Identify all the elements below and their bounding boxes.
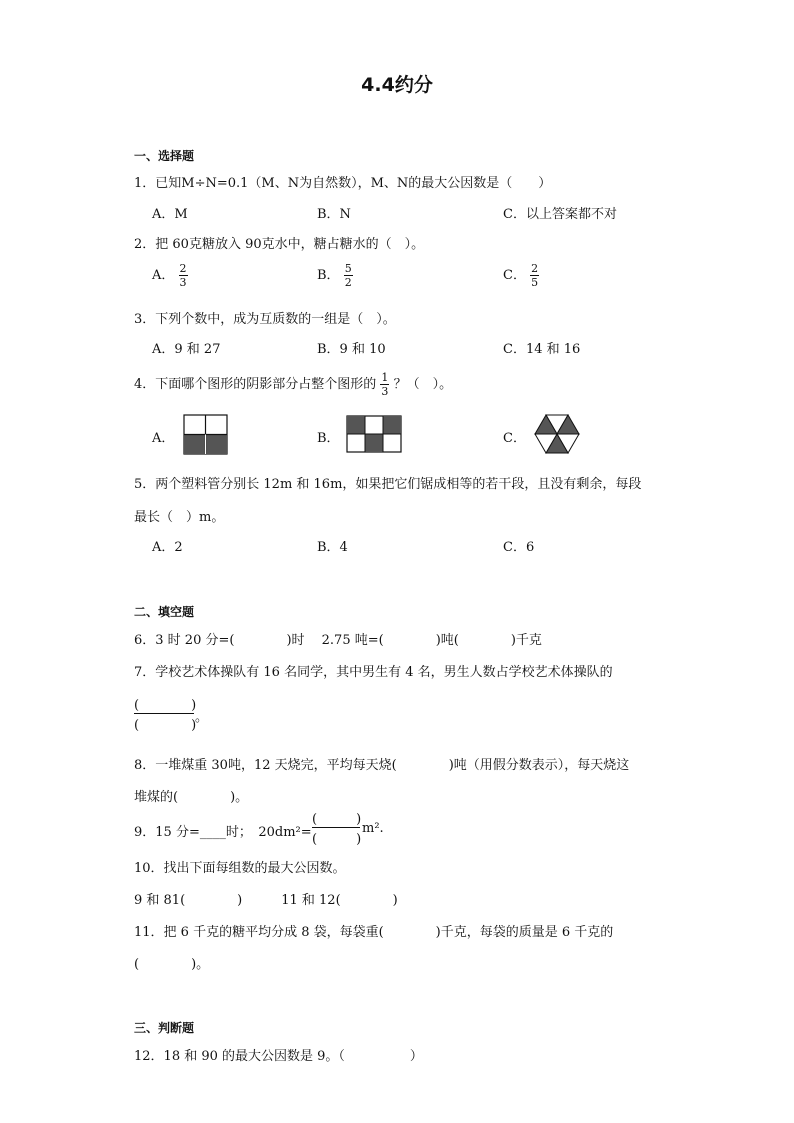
question-3-stem: 3．下列个数中，成为互质数的一组是（ ）。 [134,312,396,327]
question-11-line-1: 11．把 6 千克的糖平均分成 8 袋，每袋重( )千克，每袋的质量是 6 千克的 [134,925,614,940]
question-2-option-c [503,263,539,288]
fraction-denominator-blank: ( ) [312,832,362,847]
option-label: B． [317,268,340,283]
question-3-option-a: A．9 和 27 [152,342,221,357]
figure-c-hexagon [533,412,581,456]
page-title: 4.4约分 [361,74,433,96]
question-1-option-b: B．N [317,207,351,222]
fraction [179,263,188,288]
question-12: 12．18 和 90 的最大公因数是 9。（ ） [134,1049,423,1064]
fraction-denominator-blank: ( ) [134,718,197,733]
question-8-line-1: 8．一堆煤重 30吨，12 天烧完，平均每天烧( )吨（用假分数表示），每天烧这 [134,758,630,773]
question-10-line: 9 和 81( ) 11 和 12( ) [134,893,398,908]
fraction-numerator: 1 [381,371,389,384]
question-1-option-a: A．M [152,207,188,222]
fraction-numerator: 2 [179,262,187,275]
question-1-stem: 1．已知M÷N=0.1（M、N为自然数），M、N的最大公因数是（ ） [134,176,552,191]
fraction [344,263,353,288]
question-10-stem: 10．找出下面每组数的最大公因数。 [134,861,346,876]
question-5-option-b: B．4 [317,540,348,555]
fraction-numerator: 5 [344,262,352,275]
question-3-option-b: B．9 和 10 [317,342,386,357]
question-7-tail: 。 [195,710,209,725]
fraction-numerator: 2 [531,262,539,275]
question-9-before: 9．15 分=____时； 20dm²= [134,825,312,840]
question-1-option-c: C．以上答案都不对 [503,207,617,222]
question-3-option-c: C．14 和 16 [503,342,581,357]
question-2-option-a [152,263,188,288]
fraction-numerator-blank: ( ) [312,808,360,828]
section-heading-fill-blank: 二、填空题 [134,605,195,619]
question-9-after: m². [362,821,384,836]
question-4-option-b-label: B． [317,431,340,446]
question-8-line-2: 堆煤的( )。 [134,790,249,805]
option-label: C． [503,268,526,283]
fraction-denominator: 5 [531,276,539,289]
section-heading-choice: 一、选择题 [134,149,195,163]
option-label: A． [152,268,175,283]
fraction-denominator: 3 [179,276,187,289]
question-5-line-1: 5．两个塑料管分别长 12m 和 16m，如果把它们锯成相等的若干段，且没有剩余，每段 [134,477,642,492]
figure-a-square-grid [183,414,229,456]
question-7-blank-fraction [134,694,197,733]
fraction-denominator: 3 [381,385,389,398]
question-4-option-a-label: A． [152,431,175,446]
fraction-denominator: 2 [344,276,352,289]
stem-text: 4．下面哪个图形的阴影部分占整个图形的 [134,377,377,392]
stem-text: ？（ ）。 [393,377,453,392]
question-4-stem [134,372,452,397]
question-5-option-c: C．6 [503,540,535,555]
question-5-option-a: A．2 [152,540,183,555]
figure-b-rect-grid [346,415,402,453]
question-5-line-2: 最长（ ）m。 [134,510,225,525]
fraction-numerator-blank: ( ) [134,694,194,714]
section-heading-true-false: 三、判断题 [134,1021,195,1035]
question-9-blank-fraction [312,808,360,847]
fraction [530,263,539,288]
question-11-line-2: ( )。 [134,957,210,972]
question-2-stem: 2．把 60克糖放入 90克水中，糖占糖水的（ ）。 [134,237,425,252]
fraction-one-third [380,372,389,397]
question-6: 6．3 时 20 分=( )时 2.75 吨=( )吨( )千克 [134,633,542,648]
question-7-line-1: 7．学校艺术体操队有 16 名同学，其中男生有 4 名，男生人数占学校艺术体操队的 [134,665,613,680]
question-2-option-b [317,263,353,288]
question-4-option-c-label: C． [503,431,526,446]
